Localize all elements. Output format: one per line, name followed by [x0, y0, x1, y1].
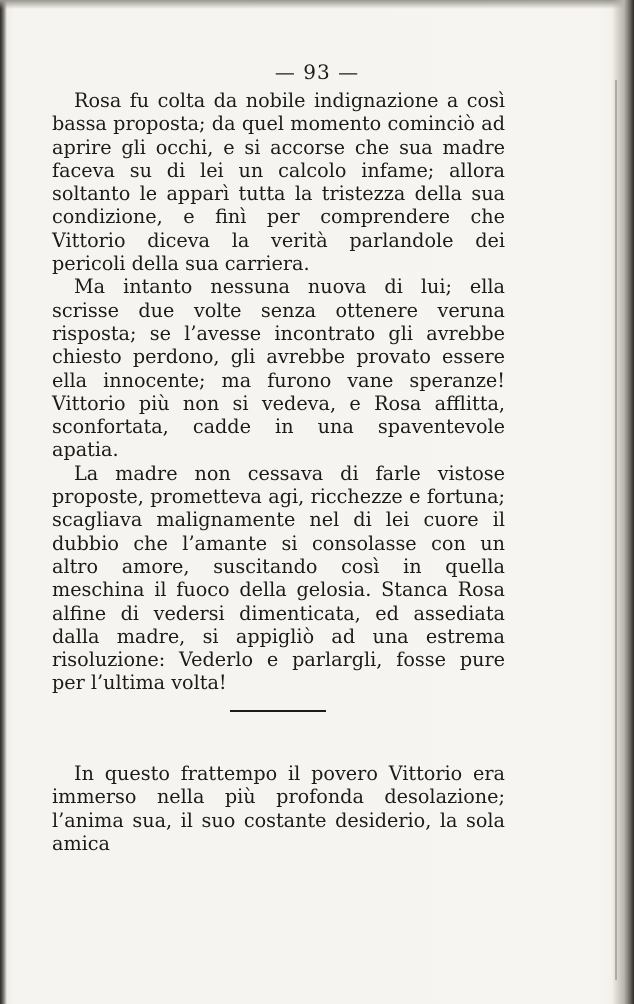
paragraph: Rosa fu colta da nobile indignazione a così bassa proposta; da quel momento cominciò ad aprire gli occhi, e si accorse che sua madre faceva su di lei un calcolo infame; allora soltanto le apparì tutta la tristezza della sua condizione, e finì per comprendere che Vittorio diceva la verità parlandole dei pericoli della sua carriera. — [52, 89, 505, 276]
section-separator — [230, 710, 326, 712]
paragraph: In questo frattempo il povero Vittorio era immerso nella più profonda desolazione; l’anima sua, il suo costante desiderio, la sola amica — [52, 762, 505, 855]
scan-edge-top — [0, 0, 634, 9]
scan-edge-left — [0, 0, 7, 1004]
next-section-text — [52, 762, 505, 855]
paragraph: Ma intanto nessuna nuova di lui; ella scrisse due volte senza ottenere veruna risposta; se l’avesse incontrato gli avrebbe chiesto perdono, gli avrebbe provato essere ella innocente; ma furono vane speranze! Vittorio più non si vedeva, e Rosa afflitta, sconfortata, cadde in una spaventevole apatia. — [52, 275, 505, 462]
chapter-text — [52, 89, 505, 695]
page-number: — 93 — — [274, 60, 360, 84]
paragraph: La madre non cessava di farle vistose proposte, prometteva agi, ricchezze e fortuna; scagliava malignamente nel di lei cuore il dubbio che l’amante si consolasse con un altro amore, suscitando così in quella meschina il fuoco della gelosia. Stanca Rosa alfine di vedersi dimenticata, ed assediata dalla madre, si appigliò ad una estrema risoluzione: Vederlo e parlargli, fosse pure per l’ultima volta! — [52, 461, 505, 695]
scan-edge-line — [615, 80, 617, 980]
